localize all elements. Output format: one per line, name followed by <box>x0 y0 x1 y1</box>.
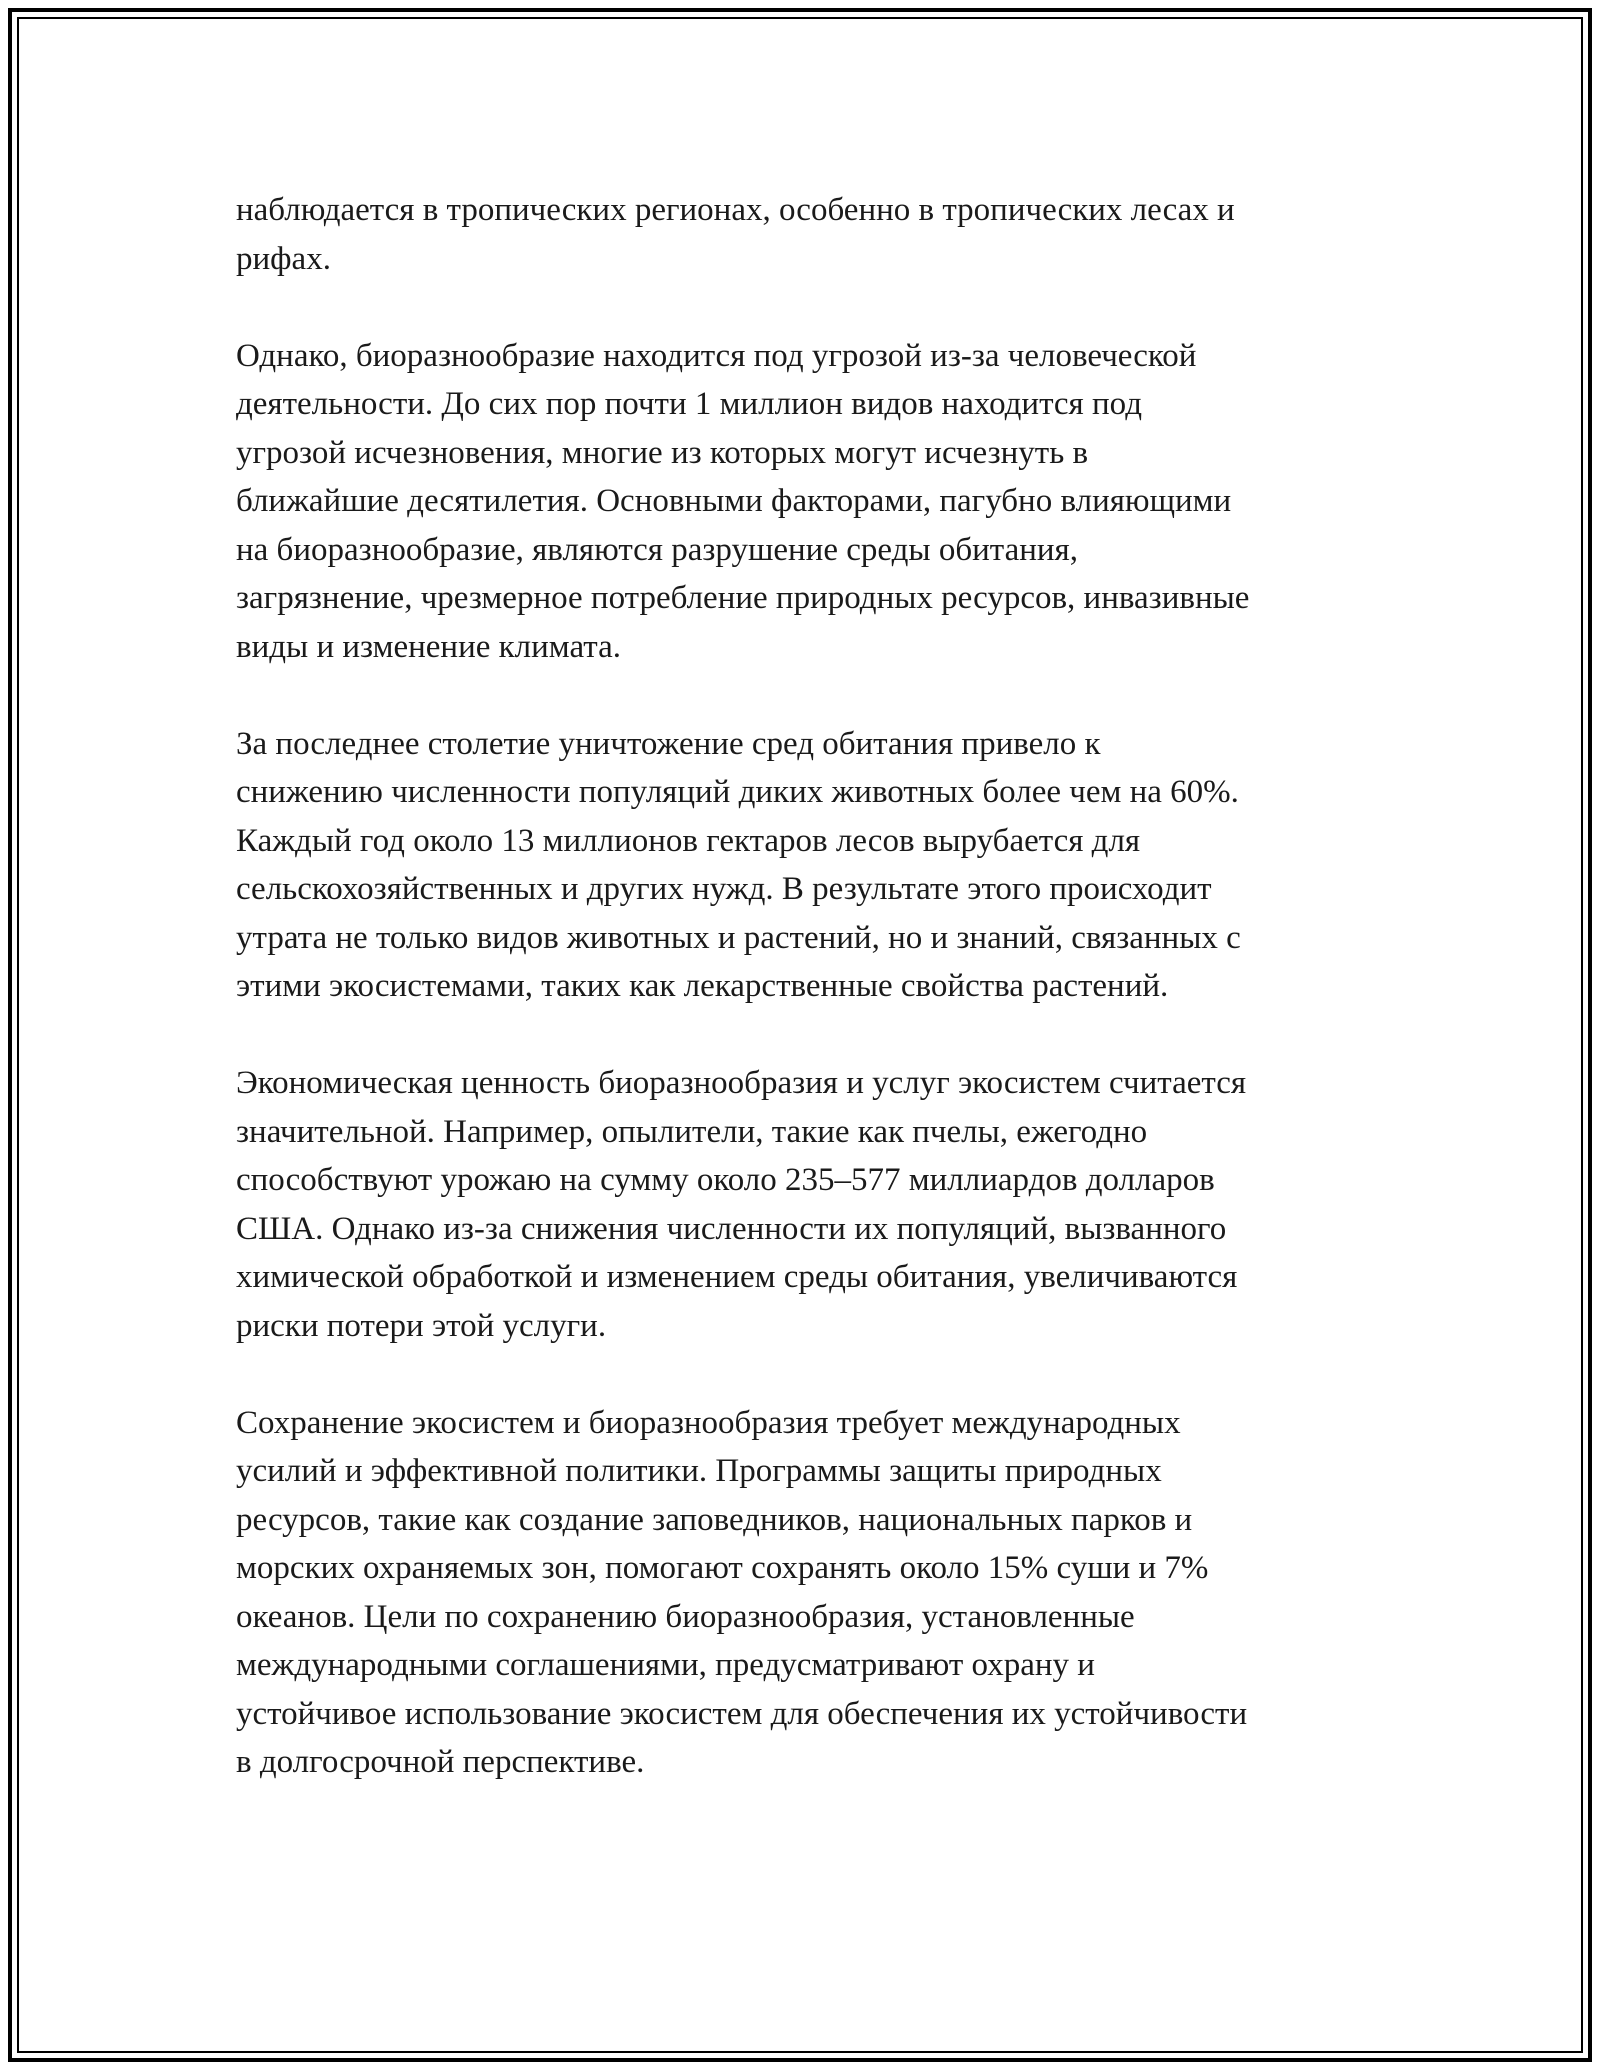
text-line: угрозой исчезновения, многие из которых могут исчезнуть в <box>236 434 1089 471</box>
text-line: Экономическая ценность биоразнообразия и услуг экосистем считается <box>236 1065 1247 1101</box>
text-line: рифах. <box>236 240 331 277</box>
text-line: ближайшие десятилетия. Основными факторами, пагубно влияющими <box>236 483 1232 519</box>
text-line: утрата не только видов животных и растений, но и знаний, связанных с <box>236 919 1241 956</box>
text-line: способствуют урожаю на сумму около 235–577 миллиардов долларов <box>236 1162 1215 1198</box>
text-line: устойчивое использование экосистем для обеспечения их устойчивости <box>236 1695 1248 1732</box>
text-line: наблюдается в тропических регионах, особенно в тропических лесах и <box>236 192 1235 228</box>
text-line: загрязнение, чрезмерное потребление природных ресурсов, инвазивные <box>236 580 1250 616</box>
text-line: За последнее столетие уничтожение сред обитания привело к <box>236 725 1101 762</box>
text-line: виды и изменение климата. <box>236 628 621 665</box>
text-line: на биоразнообразие, являются разрушение среды обитания, <box>236 531 1078 568</box>
document-body <box>236 186 1366 1835</box>
text-line: снижению численности популяций диких животных более чем на 60%. <box>236 774 1239 810</box>
text-line: Однако, биоразнообразие находится под угрозой из-за человеческой <box>236 337 1197 374</box>
paragraph-habitat-loss <box>236 720 1366 1011</box>
text-line: значительной. Например, опылители, такие как пчелы, ежегодно <box>236 1113 1148 1150</box>
text-line: усилий и эффективной политики. Программы защиты природных <box>236 1453 1162 1489</box>
text-line: международными соглашениями, предусматривают охрану и <box>236 1647 1095 1683</box>
text-line: морских охраняемых зон, помогают сохранять около 15% суши и 7% <box>236 1550 1209 1586</box>
text-line: риски потери этой услуги. <box>236 1307 607 1344</box>
text-line: океанов. Цели по сохранению биоразнообразия, установленные <box>236 1598 1135 1635</box>
text-line: в долгосрочной перспективе. <box>236 1744 645 1780</box>
text-line: деятельности. До сих пор почти 1 миллион видов находится под <box>236 386 1142 422</box>
text-line: ресурсов, такие как создание заповедников, национальных парков и <box>236 1501 1193 1538</box>
text-line: США. Однако из-за снижения численности их популяций, вызванного <box>236 1210 1227 1247</box>
text-line: Каждый год около 13 миллионов гектаров лесов вырубается для <box>236 822 1141 859</box>
paragraph-conservation <box>236 1399 1366 1787</box>
paragraph-threats <box>236 332 1366 672</box>
text-line: Сохранение экосистем и биоразнообразия требует международных <box>236 1404 1181 1441</box>
text-line: этими экосистемами, таких как лекарственные свойства растений. <box>236 968 1169 1004</box>
text-line: сельскохозяйственных и других нужд. В результате этого происходит <box>236 871 1212 907</box>
paragraph-tropics <box>236 186 1366 283</box>
text-line: химической обработкой и изменением среды обитания, увеличиваются <box>236 1259 1238 1295</box>
paragraph-economic-value <box>236 1059 1366 1350</box>
